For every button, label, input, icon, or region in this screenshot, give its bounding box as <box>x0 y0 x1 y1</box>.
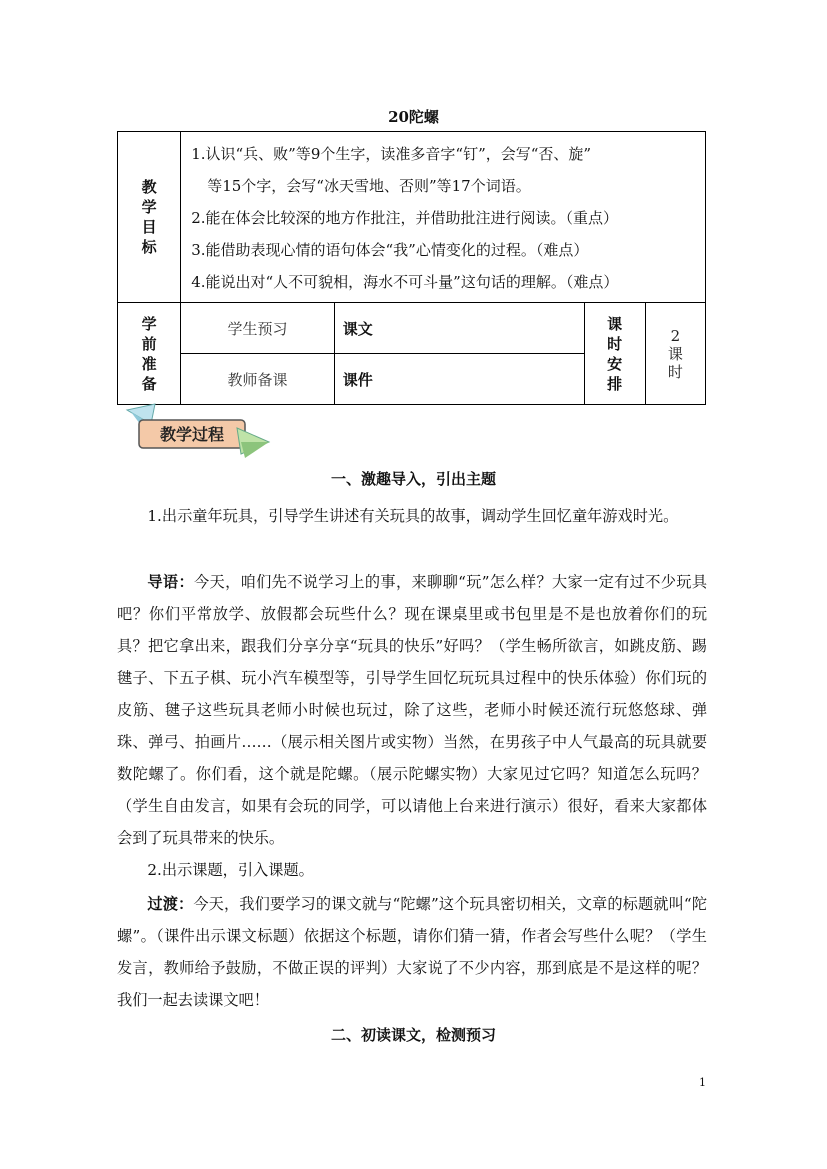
prep-what: 课文 <box>334 303 584 354</box>
goals-label-cell <box>118 132 181 303</box>
lesson-plan-table <box>117 131 706 405</box>
paragraph-intro <box>117 566 707 854</box>
goal-item: 等15个字，会写“冰天雪地、否则”等17个词语。 <box>207 177 531 195</box>
schedule-value-cell <box>645 303 705 405</box>
prep-who: 学生预习 <box>181 303 335 354</box>
prep-what: 课件 <box>334 354 584 405</box>
goal-item: 3.能借助表现心情的语句体会“我”心情变化的过程。（难点） <box>191 241 589 259</box>
section-heading: 二、初读课文，检测预习 <box>330 1026 496 1044</box>
prep-label: 学 前 准 备 <box>141 314 157 393</box>
paragraph-transition <box>117 888 707 1016</box>
page-number: 1 <box>699 1076 706 1089</box>
paragraph: 2.出示课题，引入课题。 <box>147 861 314 879</box>
lesson-title: 20陀螺 <box>388 108 439 126</box>
lead-label: 导语： <box>147 573 194 591</box>
goal-item: 4.能说出对“人不可貌相，海水不可斗量”这句话的理解。（难点） <box>191 273 619 291</box>
section-heading: 一、激趣导入，引出主题 <box>330 470 496 488</box>
schedule-label-cell <box>584 303 645 405</box>
prep-label-cell <box>118 303 181 405</box>
goals-cell <box>181 132 706 303</box>
lead-label: 过渡： <box>147 895 194 913</box>
schedule-value: 2 课 时 <box>667 326 683 381</box>
goal-item: 1.认识“兵、败”等9个生字，读准多音字“钉”，会写“否、旋” <box>191 145 592 163</box>
paragraph: 1.出示童年玩具，引导学生讲述有关玩具的故事，调动学生回忆童年游戏时光。 <box>147 507 679 525</box>
schedule-label: 课 时 安 排 <box>607 314 623 393</box>
goal-item: 2.能在体会比较深的地方作批注，并借助批注进行阅读。（重点） <box>191 209 619 227</box>
banner-text: 教学过程 <box>159 425 225 444</box>
goals-label: 教 学 目 标 <box>141 178 157 256</box>
paper-plane-wing-right <box>241 442 269 458</box>
paragraph-text: 今天，我们要学习的课文就与“陀螺”这个玩具密切相关，文章的标题就叫“陀螺”。（课件出示课文标题）依据这个标题，请你们猜一猜，作者会写些什么呢？（学生发言，教师给予鼓励，不做正误的评判）大家说了不少内容，那到底是不是这样的呢？我们一起去读课文吧！ <box>117 895 708 1009</box>
paragraph-text: 今天，咱们先不说学习上的事，来聊聊“玩”怎么样？大家一定有过不少玩具吧？你们平常放学、放假都会玩些什么？现在课桌里或书包里是不是也放着你们的玩具？把它拿出来，跟我们分享分享“玩具的快乐”好吗？（学生畅所欲言，如跳皮筋、踢毽子、下五子棋、玩小汽车模型等，引导学生回忆玩玩具过程中的快乐体验）你们玩的皮筋、毽子这些玩具老师小时候也玩过，除了这些，老师小时候还流行玩悠悠球、弹珠、弹弓、拍画片……（展示相关图片或实物）当然，在男孩子中人气最高的玩具就要数陀螺了。你们看，这个就是陀螺。（展示陀螺实物）大家见过它吗？知道怎么玩吗？（学生自由发言，如果有会玩的同学，可以请他上台来进行演示）很好，看来大家都体会到了玩具带来的快乐。 <box>117 573 708 847</box>
prep-who: 教师备课 <box>181 354 335 405</box>
teaching-process-banner <box>125 402 271 460</box>
